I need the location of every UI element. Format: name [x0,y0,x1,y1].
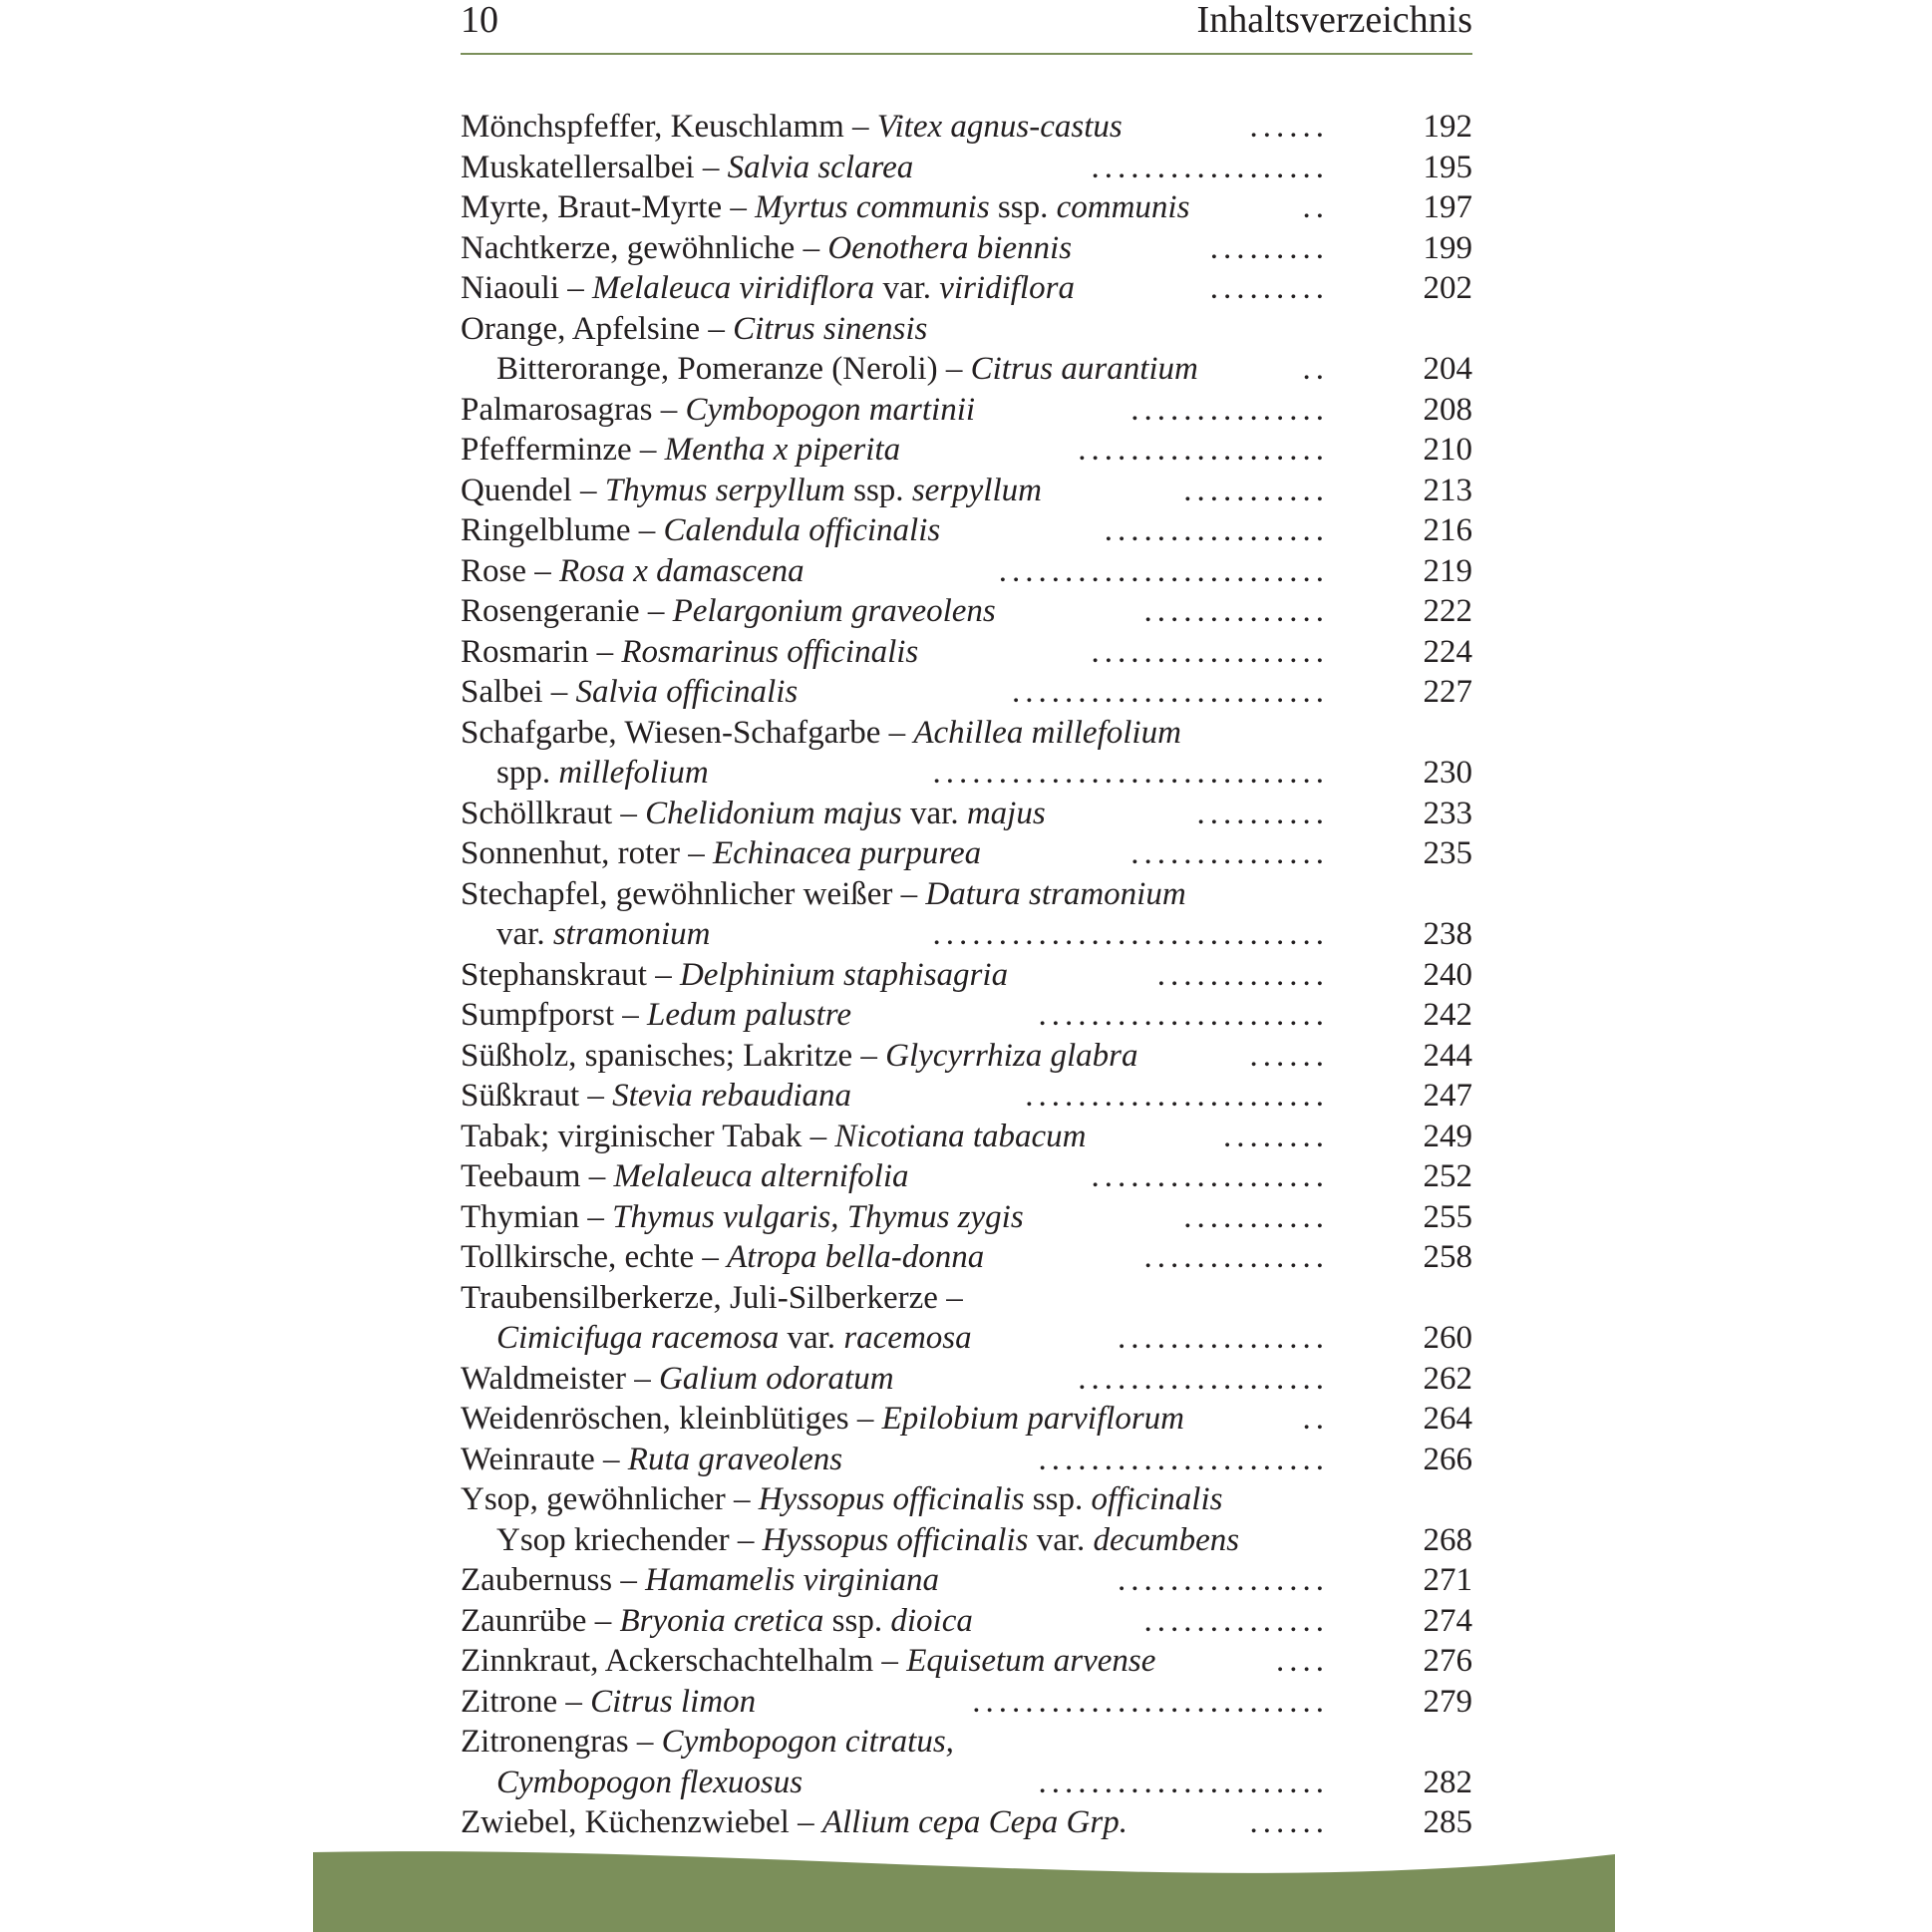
entry-title [461,1117,1086,1157]
common-name: Pfefferminze – [461,432,665,468]
entry-title [461,1036,1137,1077]
page-ref: 230 [1423,755,1472,791]
toc-entry [461,833,1472,874]
common-name: Sonnenhut, roter – [461,835,713,871]
entry-title [461,187,1189,228]
entry-title [461,430,900,471]
common-name: Ysop kriechender – [496,1521,763,1558]
common-name: Schöllkraut – [461,795,646,831]
page-ref: 264 [1423,1401,1472,1437]
toc-entry [461,874,1472,915]
page-ref: 260 [1423,1320,1472,1356]
entry-title [461,471,1042,511]
entry-title [461,268,1075,309]
dot-leader: .. [1302,189,1329,225]
entry-title [461,1682,756,1723]
entry-title [461,390,975,431]
common-name: Ringelblume – [461,512,664,548]
scientific-name: Ledum palustre [647,997,852,1033]
entry-title [461,833,981,874]
dot-leader: .. [1302,351,1329,387]
scientific-name: Atropa bella-donna [727,1239,985,1275]
entry-title [461,1359,894,1400]
scientific-name: Cymbopogon citratus, [661,1724,954,1760]
common-name: Schafgarbe, Wiesen-Schafgarbe – [461,714,914,751]
common-name: Waldmeister – [461,1360,659,1397]
dot-leader: .............. [1143,1239,1329,1275]
common-name: Mönchspfeffer, Keuschlamm – [461,109,877,145]
common-name: Tollkirsche, echte – [461,1239,728,1275]
toc-entry [461,1036,1472,1077]
common-name: var. [779,1320,844,1356]
dot-leader: ...................... [1038,1441,1329,1477]
toc-entry [461,1278,1472,1319]
entry-title [461,794,1046,834]
scientific-name: Stevia rebaudiana [612,1078,851,1114]
page-number: 10 [461,0,498,41]
footer-wave-band [313,1846,1615,1932]
scientific-name: Calendula officinalis [663,512,941,548]
toc-entry [461,148,1472,188]
entry-title [461,1440,842,1480]
common-name: Zaunrübe – [461,1602,620,1639]
page-ref: 279 [1423,1683,1472,1720]
scientific-name: Cimicifuga racemosa [496,1320,780,1356]
scientific-name: racemosa [843,1320,972,1356]
dot-leader: ................ [1118,1562,1329,1598]
common-name: Süßholz, spanisches; Lakritze – [461,1037,886,1074]
toc-entry [461,268,1472,309]
common-name: Myrte, Braut-Myrte – [461,189,756,225]
page-ref: 285 [1423,1804,1472,1840]
entry-title [461,228,1072,269]
scientific-name: Glycyrrhiza glabra [885,1037,1138,1074]
dot-leader: ............... [1130,835,1329,871]
entry-title [461,107,1123,148]
dot-leader: ...... [1249,1804,1329,1840]
toc-entry [461,309,1472,350]
entry-title [461,632,918,673]
common-name: Orange, Apfelsine – [461,310,734,347]
entry-title [496,349,1198,390]
dot-leader: ........... [1183,472,1329,508]
common-name: ssp. [823,1602,891,1639]
toc-entry [461,1237,1472,1278]
dot-leader: ................... [1078,1360,1329,1397]
scientific-name: Oenothera biennis [827,229,1073,266]
dot-leader: ........ [1223,1118,1329,1154]
scientific-name: Salvia sclarea [727,149,914,185]
common-name: Zinnkraut, Ackerschachtelhalm – [461,1643,907,1679]
toc-entry [461,1802,1472,1843]
scientific-name: Cymbopogon martinii [685,391,976,428]
page-ref: 202 [1423,270,1472,306]
toc-entry [461,713,1472,754]
toc-entry [461,1117,1472,1157]
page-ref: 271 [1423,1562,1472,1598]
page-ref: 213 [1423,472,1472,508]
scientific-name: decumbens [1093,1521,1240,1558]
common-name: Zwiebel, Küchenzwiebel – [461,1804,822,1840]
entry-title [461,1197,1024,1238]
page-ref: 255 [1423,1198,1472,1235]
toc-entry [461,1197,1472,1238]
page-ref: 247 [1423,1078,1472,1114]
entry-title [461,1560,939,1601]
entry-title [461,995,851,1036]
page-ref: 252 [1423,1158,1472,1194]
common-name: ssp. [1024,1481,1092,1517]
dot-leader: ......................... [998,552,1329,589]
toc-entry-continuation [461,349,1472,390]
dot-leader: ............... [1130,391,1329,428]
page-ref: 242 [1423,997,1472,1033]
page-ref: 208 [1423,391,1472,428]
scientific-name: Hyssopus officinalis [758,1481,1025,1517]
scientific-name: majus [966,795,1046,831]
page-ref: 224 [1423,633,1472,670]
common-name: Stephanskraut – [461,956,680,993]
common-name: ssp. [989,189,1057,225]
common-name: Thymian – [461,1198,613,1235]
entry-title [461,1722,954,1763]
toc-entry [461,1076,1472,1117]
page-ref: 274 [1423,1602,1472,1639]
scientific-name: Vitex agnus-castus [876,109,1123,145]
entry-title [496,753,709,794]
toc-entry [461,430,1472,471]
dot-leader: .... [1276,1643,1329,1679]
scientific-name: Rosa x damascena [559,552,805,589]
dot-leader: ............. [1156,956,1329,993]
toc-entry-continuation [461,1520,1472,1561]
scientific-name: Myrtus communis [755,189,990,225]
scientific-name: viridiflora [939,270,1075,306]
entry-title [461,874,1186,915]
common-name: Zaubernuss – [461,1562,646,1598]
entry-title [461,510,940,551]
dot-leader: ................... [1078,432,1329,468]
scientific-name: Achillea millefolium [913,714,1181,751]
entry-title [461,1156,909,1197]
entry-title [461,1399,1184,1440]
dot-leader: ...................... [1038,997,1329,1033]
scientific-name: Mentha x piperita [664,432,901,468]
common-name: Stechapfel, gewöhnlicher weißer – [461,875,926,912]
scientific-name: Delphinium staphisagria [679,956,1009,993]
toc-entry [461,955,1472,996]
entry-title [461,309,927,350]
dot-leader: ...................... [1038,1764,1329,1800]
entry-title [461,551,805,592]
toc-entry [461,551,1472,592]
scientific-name: Echinacea purpurea [712,835,982,871]
common-name: Tabak; virginischer Tabak – [461,1118,835,1154]
entry-title [461,1237,984,1278]
entry-title [461,1601,973,1642]
page-ref: 197 [1423,189,1472,225]
scientific-name: Rosmarinus officinalis [621,633,919,670]
scientific-name: Datura stramonium [925,875,1186,912]
page-ref: 258 [1423,1239,1472,1275]
dot-leader: ........................... [972,1683,1329,1720]
entry-title [496,1520,1239,1561]
scientific-name: Epilobium parviflorum [881,1401,1184,1437]
entry-title [496,1763,803,1803]
scientific-name: Hamamelis virginiana [645,1562,939,1598]
dot-leader: ...... [1249,109,1329,145]
dot-leader: .............................. [932,755,1329,791]
common-name: Weidenröschen, kleinblütiges – [461,1401,882,1437]
page-ref: 268 [1423,1521,1472,1558]
common-name: Zitronengras – [461,1724,662,1760]
scientific-name: Thymus vulgaris, Thymus zygis [612,1198,1024,1235]
page-ref: 262 [1423,1360,1472,1397]
toc-entry [461,107,1472,148]
dot-leader: ....................... [1025,1078,1329,1114]
scientific-name: Nicotiana tabacum [834,1118,1087,1154]
common-name: Bitterorange, Pomeranze (Neroli) – [496,351,971,387]
scientific-name: Citrus aurantium [970,351,1198,387]
page-ref: 227 [1423,674,1472,710]
common-name: Zitrone – [461,1683,591,1720]
common-name: Rosmarin – [461,633,622,670]
common-name: ssp. [844,472,912,508]
common-name: var. [496,916,553,952]
scientific-name: Cymbopogon flexuosus [496,1764,804,1800]
entry-title [461,1641,1155,1682]
scientific-name: Salvia officinalis [575,674,799,710]
page-ref: 222 [1423,593,1472,629]
dot-leader: .......... [1196,795,1329,831]
common-name: Rosengeranie – [461,593,673,629]
page-ref: 235 [1423,835,1472,871]
dot-leader: .............. [1143,1602,1329,1639]
scientific-name: Equisetum arvense [906,1643,1156,1679]
toc-entry [461,794,1472,834]
scientific-name: Bryonia cretica [619,1602,824,1639]
common-name: Palmarosagras – [461,391,686,428]
dot-leader: .. [1302,1401,1329,1437]
toc-entry [461,1359,1472,1400]
page-ref: 238 [1423,916,1472,952]
common-name: Quendel – [461,472,605,508]
toc-entry [461,1479,1472,1520]
toc-entry [461,1682,1472,1723]
entry-title [461,591,996,632]
entry-title [461,672,798,713]
table-of-contents [461,107,1472,1843]
toc-entry [461,1641,1472,1682]
page-ref: 244 [1423,1037,1472,1074]
dot-leader: ......... [1209,270,1329,306]
scientific-name: officinalis [1091,1481,1223,1517]
toc-entry [461,995,1472,1036]
toc-entry [461,1560,1472,1601]
toc-entry [461,672,1472,713]
common-name: var. [1028,1521,1094,1558]
toc-entry [461,1156,1472,1197]
scientific-name: Pelargonium graveolens [672,593,996,629]
entry-title [461,1076,851,1117]
page-ref: 210 [1423,432,1472,468]
common-name: Nachtkerze, gewöhnliche – [461,229,828,266]
toc-entry-continuation [461,914,1472,955]
scientific-name: Melaleuca viridiflora [591,270,875,306]
scientific-name: Ruta graveolens [627,1441,843,1477]
running-head: Inhaltsverzeichnis [1196,0,1472,41]
entry-title [496,914,711,955]
page-ref: 199 [1423,229,1472,266]
page-ref: 195 [1423,149,1472,185]
common-name: var. [874,270,940,306]
common-name: Teebaum – [461,1158,614,1194]
header-rule [461,53,1472,55]
dot-leader: ................. [1104,512,1329,548]
common-name: var. [901,795,967,831]
page-ref: 282 [1423,1764,1472,1800]
page-ref: 219 [1423,552,1472,589]
common-name: Salbei – [461,674,576,710]
entry-title [461,1278,963,1319]
scientific-name: serpyllum [911,472,1042,508]
common-name: Weinraute – [461,1441,628,1477]
dot-leader: ........................ [1012,674,1329,710]
toc-entry [461,632,1472,673]
scientific-name: Melaleuca alternifolia [613,1158,909,1194]
toc-entry-continuation [461,1763,1472,1803]
common-name: Ysop, gewöhnlicher – [461,1481,759,1517]
entry-title [461,1479,1222,1520]
scientific-name: Hyssopus officinalis [762,1521,1029,1558]
common-name: Rose – [461,552,559,589]
dot-leader: ........... [1183,1198,1329,1235]
page-ref: 266 [1423,1441,1472,1477]
dot-leader: .............. [1143,593,1329,629]
page-ref: 249 [1423,1118,1472,1154]
toc-entry-continuation [461,1318,1472,1359]
entry-title [461,148,913,188]
dot-leader: ......... [1209,229,1329,266]
scientific-name: stramonium [552,916,711,952]
dot-leader: ................ [1118,1320,1329,1356]
toc-entry [461,187,1472,228]
toc-entry-continuation [461,753,1472,794]
scientific-name: millefolium [558,755,709,791]
scientific-name: Citrus sinensis [733,310,928,347]
page-ref: 192 [1423,109,1472,145]
dot-leader: .................. [1091,633,1329,670]
toc-entry [461,1722,1472,1763]
toc-entry [461,471,1472,511]
toc-entry [461,591,1472,632]
scientific-name: Citrus limon [590,1683,757,1720]
toc-entry [461,1399,1472,1440]
entry-title [461,713,1181,754]
common-name: spp. [496,755,559,791]
page-ref: 276 [1423,1643,1472,1679]
common-name: Süßkraut – [461,1078,613,1114]
common-name: Niaouli – [461,270,592,306]
scientific-name: Galium odoratum [658,1360,894,1397]
dot-leader: .............................. [932,916,1329,952]
entry-title [461,1802,1127,1843]
page-ref: 240 [1423,956,1472,993]
dot-leader: ...... [1249,1037,1329,1074]
common-name: Traubensilberkerze, Juli-Silberkerze – [461,1279,963,1316]
toc-entry [461,1440,1472,1480]
scientific-name: dioica [890,1602,973,1639]
entry-title [461,955,1008,996]
dot-leader: .................. [1091,1158,1329,1194]
page-ref: 233 [1423,795,1472,831]
scientific-name: Allium cepa Cepa Grp. [821,1804,1127,1840]
page-ref: 204 [1423,351,1472,387]
scientific-name: Thymus serpyllum [604,472,845,508]
common-name: Muskatellersalbei – [461,149,728,185]
page-ref: 216 [1423,512,1472,548]
entry-title [496,1318,972,1359]
toc-entry [461,390,1472,431]
toc-entry [461,1601,1472,1642]
scientific-name: communis [1056,189,1190,225]
toc-entry [461,228,1472,269]
toc-entry [461,510,1472,551]
scientific-name: Chelidonium majus [645,795,902,831]
dot-leader: .................. [1091,149,1329,185]
common-name: Sumpfporst – [461,997,648,1033]
